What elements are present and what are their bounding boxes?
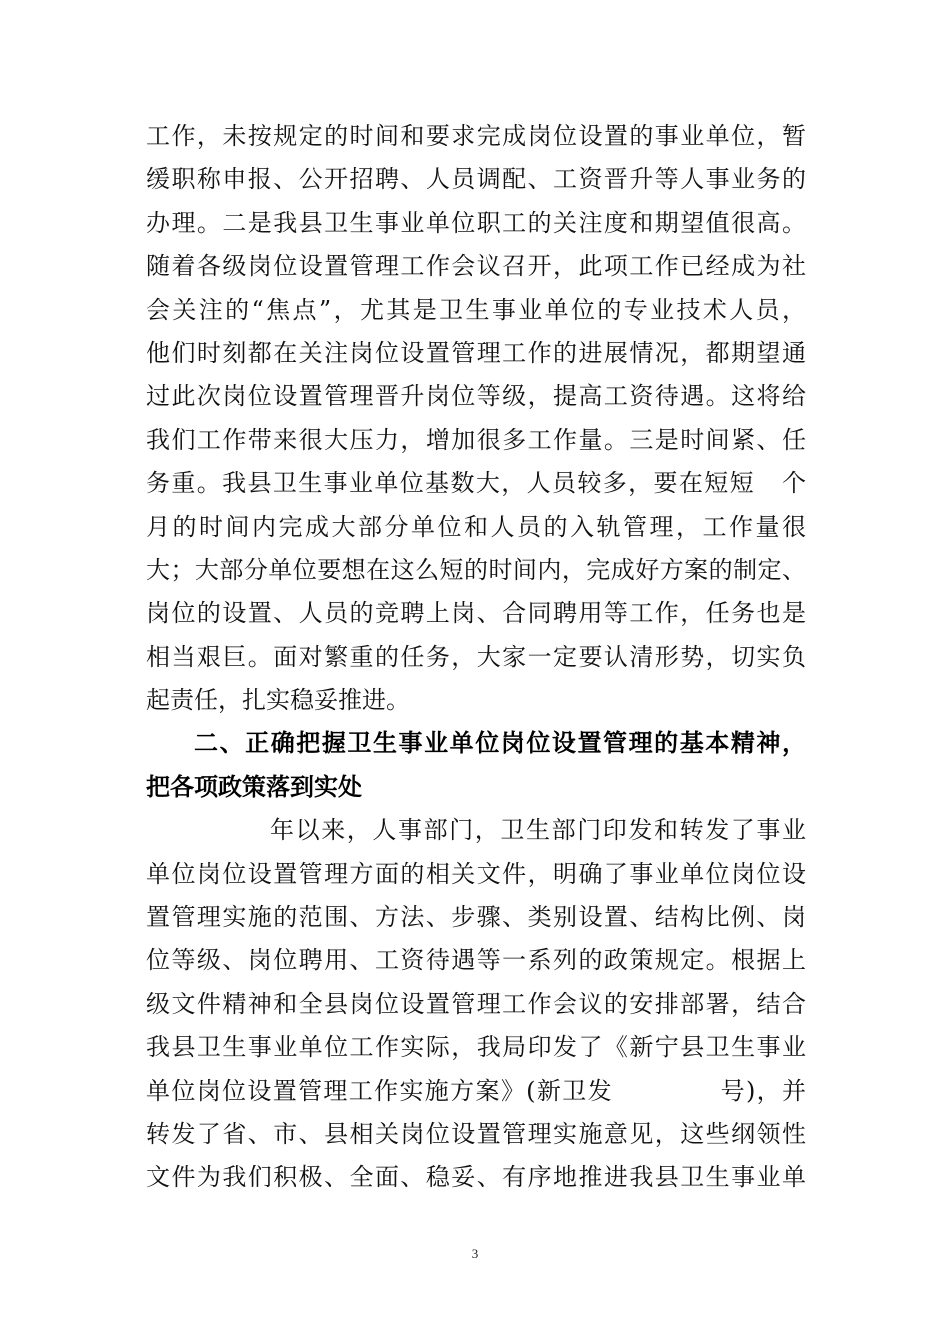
document-body <box>146 115 806 1200</box>
text-line: 单位岗位设置管理方面的相关文件，明确了事业单位岗位设 <box>146 859 806 888</box>
text-line: 我县卫生事业单位工作实际，我局印发了《新宁县卫生事业 <box>146 1033 806 1062</box>
text-line: 工作，未按规定的时间和要求完成岗位设置的事业单位，暂 <box>146 122 806 150</box>
text-line: 过此次岗位设置管理晋升岗位等级，提高工资待遇。这将给 <box>146 382 806 411</box>
text-line: 务重。我县卫生事业单位基数大，人员较多，要在短短 个 <box>146 469 806 498</box>
page-number: 3 <box>471 1246 479 1261</box>
text-line: 位等级、岗位聘用、工资待遇等一系列的政策规定。根据上 <box>146 946 806 975</box>
text-line: 缓职称申报、公开招聘、人员调配、工资晋升等人事业务的 <box>146 165 806 194</box>
text-line: 月的时间内完成大部分单位和人员的入轨管理，工作量很 <box>146 512 806 541</box>
text-line: 我们工作带来很大压力，增加很多工作量。三是时间紧、任 <box>146 425 806 454</box>
paragraph-2 <box>146 809 806 1200</box>
text-line: 文件为我们积极、全面、稳妥、有序地推进我县卫生事业单 <box>146 1163 806 1192</box>
text-line: 随着各级岗位设置管理工作会议召开，此项工作已经成为社 <box>146 252 806 281</box>
text-line: 年以来，人事部门，卫生部门印发和转发了事业 <box>270 816 806 845</box>
text-line: 单位岗位设置管理工作实施方案》(新卫发 号)，并 <box>146 1076 806 1105</box>
text-line: 置管理实施的范围、方法、步骤、类别设置、结构比例、岗 <box>146 903 806 932</box>
paragraph-1 <box>146 115 806 722</box>
text-line: 大；大部分单位要想在这么短的时间内，完成好方案的制定、 <box>146 555 806 584</box>
text-line: 会关注的“焦点”，尤其是卫生事业单位的专业技术人员， <box>146 295 806 324</box>
text-line: 转发了省、市、县相关岗位设置管理实施意见，这些纲领性 <box>146 1119 806 1148</box>
text-line: 级文件精神和全县岗位设置管理工作会议的安排部署，结合 <box>146 989 806 1018</box>
text-line: 岗位的设置、人员的竞聘上岗、合同聘用等工作，任务也是 <box>146 599 806 628</box>
text-line: 办理。二是我县卫生事业单位职工的关注度和期望值很高。 <box>146 208 806 237</box>
text-line: 他们时刻都在关注岗位设置管理工作的进展情况，都期望通 <box>146 338 806 367</box>
section-heading <box>146 722 806 809</box>
heading-line: 把各项政策落到实处 <box>146 772 362 801</box>
text-line: 起责任，扎实稳妥推进。 <box>146 686 410 715</box>
text-line: 相当艰巨。面对繁重的任务，大家一定要认清形势，切实负 <box>146 642 806 671</box>
heading-line: 二、正确把握卫生事业单位岗位设置管理的基本精神， <box>194 729 806 758</box>
